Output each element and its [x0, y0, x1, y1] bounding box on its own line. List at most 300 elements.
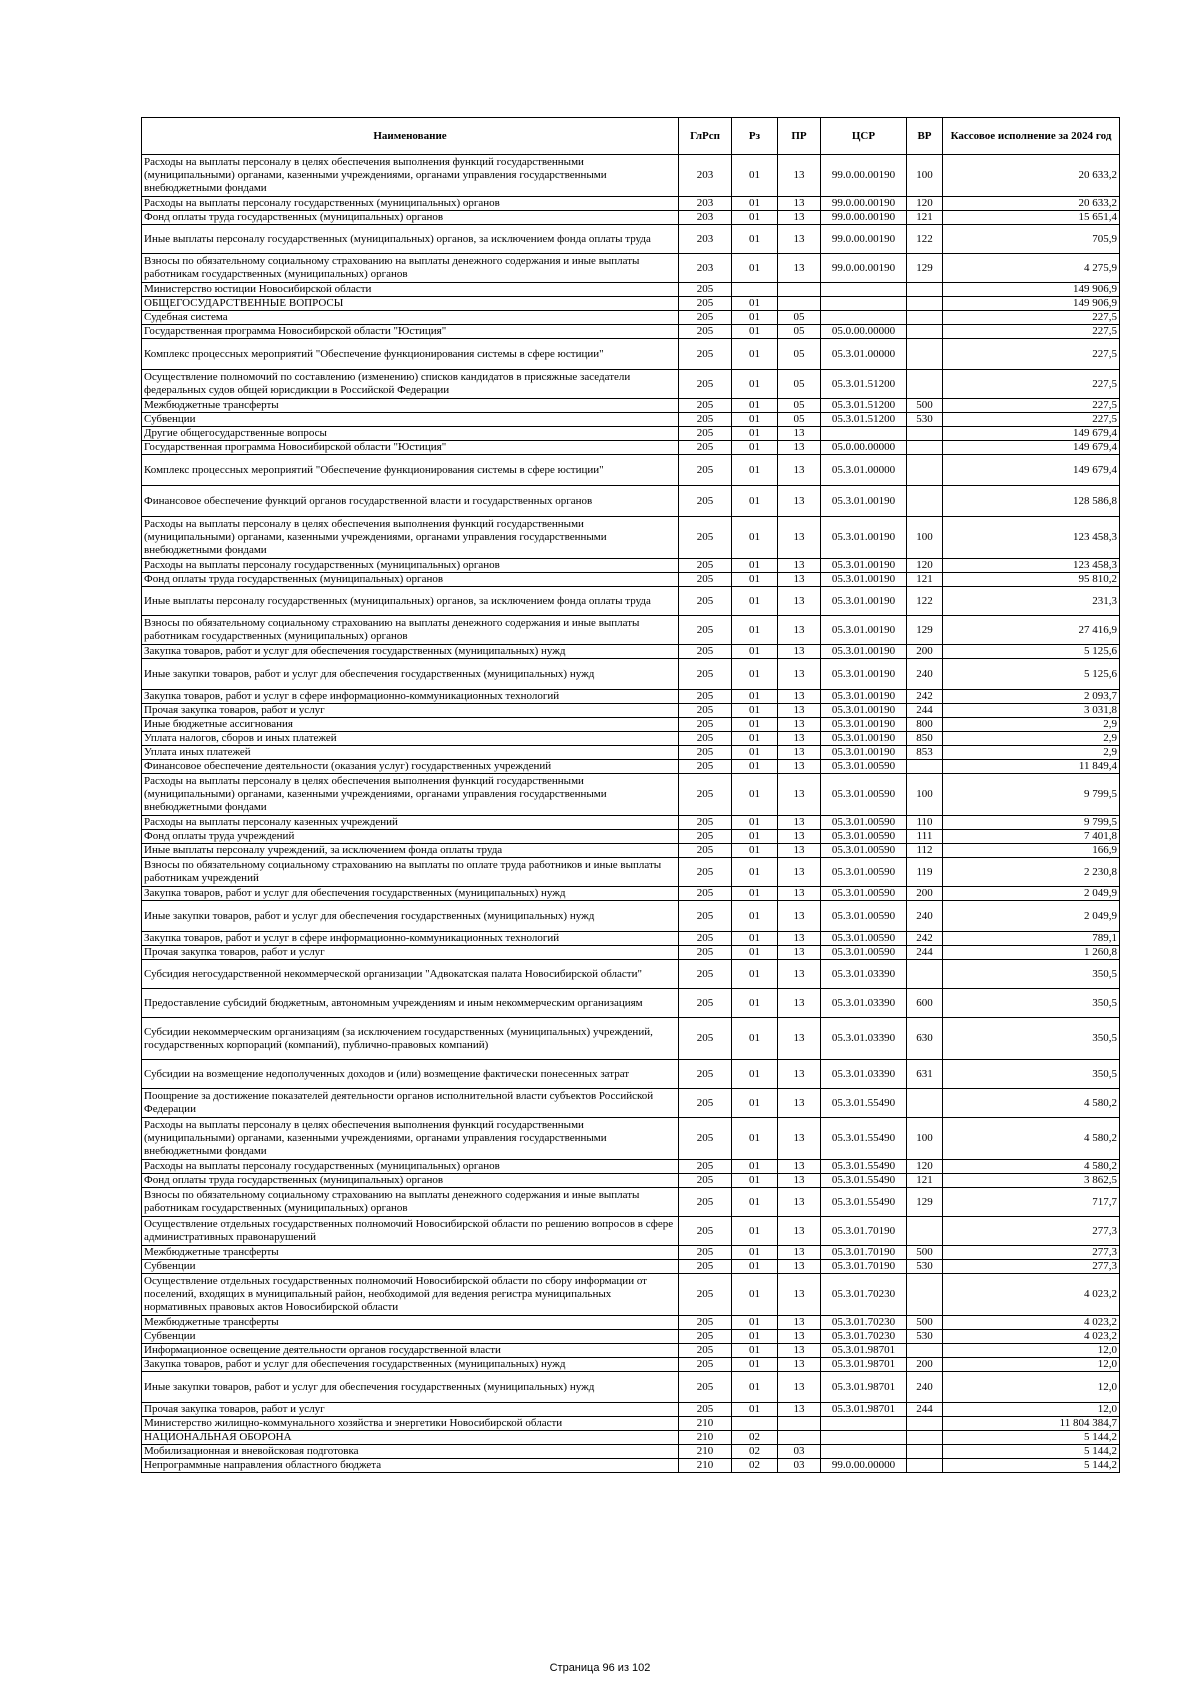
table-row	[142, 455, 1120, 486]
cell-amount: 350,5	[943, 1060, 1120, 1089]
cell-vr: 121	[907, 573, 943, 587]
cell-name: Закупка товаров, работ и услуг для обеспечения государственных (муниципальных) нужд	[142, 1358, 679, 1372]
cell-pr	[778, 297, 821, 311]
cell-pr: 13	[778, 932, 821, 946]
cell-amount: 149 679,4	[943, 441, 1120, 455]
cell-amount: 277,3	[943, 1246, 1120, 1260]
cell-glrsp: 205	[679, 427, 732, 441]
cell-amount: 5 144,2	[943, 1445, 1120, 1459]
cell-glrsp: 205	[679, 399, 732, 413]
cell-name: Расходы на выплаты персоналу в целях обеспечения выполнения функций государственными (муниципальными) органами, казенными учреждениями, органами управления государственными внебюджетными фондами	[142, 1118, 679, 1160]
cell-name: Финансовое обеспечение функций органов государственной власти и государственных органов	[142, 486, 679, 517]
header-pr: ПР	[778, 118, 821, 155]
cell-pr: 05	[778, 413, 821, 427]
table-row	[142, 746, 1120, 760]
cell-name: Межбюджетные трансферты	[142, 1246, 679, 1260]
table-row	[142, 816, 1120, 830]
cell-vr: 121	[907, 1174, 943, 1188]
cell-vr: 110	[907, 816, 943, 830]
cell-pr: 03	[778, 1445, 821, 1459]
cell-pr: 13	[778, 901, 821, 932]
cell-rz: 01	[732, 587, 778, 616]
cell-amount: 2 049,9	[943, 887, 1120, 901]
cell-amount: 12,0	[943, 1403, 1120, 1417]
cell-name: Министерство жилищно-коммунального хозяйства и энергетики Новосибирской области	[142, 1417, 679, 1431]
cell-csr: 05.3.01.00590	[821, 844, 907, 858]
cell-csr: 05.3.01.98701	[821, 1358, 907, 1372]
cell-glrsp: 205	[679, 830, 732, 844]
table-row	[142, 718, 1120, 732]
cell-csr: 05.3.01.70230	[821, 1274, 907, 1316]
cell-amount: 1 260,8	[943, 946, 1120, 960]
cell-rz: 01	[732, 774, 778, 816]
table-row	[142, 760, 1120, 774]
cell-csr: 99.0.00.00190	[821, 254, 907, 283]
cell-glrsp: 203	[679, 155, 732, 197]
cell-csr	[821, 1431, 907, 1445]
cell-amount: 128 586,8	[943, 486, 1120, 517]
cell-pr: 13	[778, 559, 821, 573]
cell-name: Закупка товаров, работ и услуг для обеспечения государственных (муниципальных) нужд	[142, 645, 679, 659]
cell-vr: 800	[907, 718, 943, 732]
cell-amount: 9 799,5	[943, 774, 1120, 816]
table-row	[142, 427, 1120, 441]
cell-vr	[907, 370, 943, 399]
cell-glrsp: 205	[679, 455, 732, 486]
cell-rz: 01	[732, 1246, 778, 1260]
cell-amount: 12,0	[943, 1344, 1120, 1358]
cell-glrsp: 205	[679, 1344, 732, 1358]
cell-glrsp: 205	[679, 1089, 732, 1118]
cell-pr: 13	[778, 1246, 821, 1260]
cell-rz: 01	[732, 1060, 778, 1089]
cell-rz: 01	[732, 732, 778, 746]
cell-amount: 4 580,2	[943, 1160, 1120, 1174]
table-row	[142, 1118, 1120, 1160]
cell-pr: 13	[778, 1330, 821, 1344]
cell-name: Поощрение за достижение показателей деятельности органов исполнительной власти субъектов Российской Федерации	[142, 1089, 679, 1118]
cell-glrsp: 205	[679, 774, 732, 816]
cell-amount: 350,5	[943, 1018, 1120, 1060]
cell-glrsp: 205	[679, 616, 732, 645]
cell-rz: 01	[732, 211, 778, 225]
cell-name: Осуществление полномочий по составлению (изменению) списков кандидатов в присяжные заседатели федеральных судов общей юрисдикции в Российской Федерации	[142, 370, 679, 399]
cell-csr: 05.3.01.55490	[821, 1118, 907, 1160]
cell-pr: 13	[778, 1188, 821, 1217]
cell-rz: 01	[732, 989, 778, 1018]
cell-rz: 01	[732, 441, 778, 455]
cell-vr	[907, 486, 943, 517]
cell-rz: 01	[732, 399, 778, 413]
cell-name: Осуществление отдельных государственных полномочий Новосибирской области по решению вопросов в сфере административных правонарушений	[142, 1217, 679, 1246]
cell-glrsp: 205	[679, 844, 732, 858]
cell-amount: 2,9	[943, 732, 1120, 746]
cell-name: Прочая закупка товаров, работ и услуг	[142, 704, 679, 718]
table-row	[142, 616, 1120, 645]
table-row	[142, 989, 1120, 1018]
cell-csr: 05.3.01.00590	[821, 858, 907, 887]
cell-name: Субвенции	[142, 1260, 679, 1274]
cell-csr: 05.3.01.51200	[821, 370, 907, 399]
cell-amount: 350,5	[943, 989, 1120, 1018]
cell-vr: 200	[907, 645, 943, 659]
cell-name: Комплекс процессных мероприятий "Обеспечение функционирования системы в сфере юстиции"	[142, 455, 679, 486]
cell-csr: 05.3.01.55490	[821, 1174, 907, 1188]
cell-rz: 01	[732, 645, 778, 659]
cell-rz: 01	[732, 370, 778, 399]
cell-amount: 789,1	[943, 932, 1120, 946]
cell-csr: 05.3.01.70190	[821, 1217, 907, 1246]
cell-csr: 05.3.01.51200	[821, 399, 907, 413]
cell-vr: 121	[907, 211, 943, 225]
cell-rz: 01	[732, 960, 778, 989]
cell-pr: 13	[778, 1089, 821, 1118]
cell-name: Министерство юстиции Новосибирской области	[142, 283, 679, 297]
table-row	[142, 1018, 1120, 1060]
table-row	[142, 932, 1120, 946]
cell-name: Расходы на выплаты персоналу государственных (муниципальных) органов	[142, 197, 679, 211]
cell-amount: 277,3	[943, 1260, 1120, 1274]
cell-vr: 500	[907, 399, 943, 413]
cell-amount: 11 804 384,7	[943, 1417, 1120, 1431]
cell-rz: 01	[732, 1372, 778, 1403]
cell-pr	[778, 1417, 821, 1431]
cell-rz: 01	[732, 427, 778, 441]
cell-pr: 13	[778, 844, 821, 858]
cell-glrsp: 203	[679, 197, 732, 211]
cell-glrsp: 205	[679, 1174, 732, 1188]
cell-name: Субсидия негосударственной некоммерческой организации "Адвокатская палата Новосибирской области"	[142, 960, 679, 989]
cell-pr: 13	[778, 659, 821, 690]
table-row	[142, 587, 1120, 616]
cell-rz: 01	[732, 816, 778, 830]
cell-glrsp: 205	[679, 1372, 732, 1403]
cell-pr: 13	[778, 760, 821, 774]
cell-glrsp: 205	[679, 858, 732, 887]
cell-glrsp: 205	[679, 486, 732, 517]
table-row	[142, 1174, 1120, 1188]
cell-rz: 01	[732, 486, 778, 517]
cell-amount: 5 125,6	[943, 659, 1120, 690]
cell-pr: 13	[778, 1217, 821, 1246]
cell-pr: 05	[778, 311, 821, 325]
cell-rz: 01	[732, 1403, 778, 1417]
cell-glrsp: 205	[679, 1260, 732, 1274]
cell-rz	[732, 1417, 778, 1431]
cell-rz: 01	[732, 932, 778, 946]
cell-pr: 13	[778, 197, 821, 211]
cell-csr: 05.3.01.55490	[821, 1188, 907, 1217]
cell-glrsp: 205	[679, 1160, 732, 1174]
cell-rz: 01	[732, 559, 778, 573]
cell-pr: 13	[778, 225, 821, 254]
cell-pr: 13	[778, 517, 821, 559]
cell-rz: 01	[732, 311, 778, 325]
cell-glrsp: 205	[679, 932, 732, 946]
cell-pr: 13	[778, 427, 821, 441]
cell-name: Взносы по обязательному социальному страхованию на выплаты денежного содержания и иные выплаты работникам государственных (муниципальных) органов	[142, 1188, 679, 1217]
cell-name: НАЦИОНАЛЬНАЯ ОБОРОНА	[142, 1431, 679, 1445]
cell-amount: 2 093,7	[943, 690, 1120, 704]
cell-amount: 227,5	[943, 339, 1120, 370]
cell-csr: 05.3.01.03390	[821, 1018, 907, 1060]
table-row	[142, 1459, 1120, 1473]
cell-pr: 13	[778, 887, 821, 901]
table-row	[142, 645, 1120, 659]
cell-name: Иные закупки товаров, работ и услуг для обеспечения государственных (муниципальных) нужд	[142, 901, 679, 932]
cell-amount: 227,5	[943, 370, 1120, 399]
cell-rz: 01	[732, 413, 778, 427]
cell-amount: 231,3	[943, 587, 1120, 616]
cell-glrsp: 210	[679, 1417, 732, 1431]
cell-rz	[732, 283, 778, 297]
cell-vr: 122	[907, 225, 943, 254]
cell-name: Субвенции	[142, 413, 679, 427]
cell-csr: 05.3.01.98701	[821, 1372, 907, 1403]
cell-vr	[907, 1217, 943, 1246]
cell-pr: 13	[778, 1160, 821, 1174]
cell-rz: 01	[732, 844, 778, 858]
table-row	[142, 413, 1120, 427]
cell-vr: 240	[907, 901, 943, 932]
cell-vr	[907, 455, 943, 486]
cell-pr: 03	[778, 1459, 821, 1473]
table-row	[142, 155, 1120, 197]
cell-amount: 15 651,4	[943, 211, 1120, 225]
cell-csr: 99.0.00.00190	[821, 197, 907, 211]
cell-glrsp: 205	[679, 339, 732, 370]
cell-glrsp: 205	[679, 760, 732, 774]
cell-glrsp: 205	[679, 413, 732, 427]
cell-glrsp: 205	[679, 989, 732, 1018]
cell-glrsp: 205	[679, 816, 732, 830]
header-vr: ВР	[907, 118, 943, 155]
cell-pr: 13	[778, 155, 821, 197]
document-page	[141, 117, 1119, 1473]
cell-vr	[907, 1089, 943, 1118]
cell-csr: 05.3.01.98701	[821, 1344, 907, 1358]
table-row	[142, 1274, 1120, 1316]
cell-amount: 2 230,8	[943, 858, 1120, 887]
cell-amount: 277,3	[943, 1217, 1120, 1246]
cell-vr	[907, 297, 943, 311]
cell-amount: 4 580,2	[943, 1089, 1120, 1118]
cell-vr	[907, 1431, 943, 1445]
header-csr: ЦСР	[821, 118, 907, 155]
cell-amount: 123 458,3	[943, 559, 1120, 573]
cell-glrsp: 205	[679, 1403, 732, 1417]
table-row	[142, 1431, 1120, 1445]
cell-csr	[821, 1417, 907, 1431]
cell-rz: 01	[732, 830, 778, 844]
cell-vr: 200	[907, 1358, 943, 1372]
cell-name: Взносы по обязательному социальному страхованию на выплаты денежного содержания и иные выплаты работникам государственных (муниципальных) органов	[142, 616, 679, 645]
cell-vr	[907, 1274, 943, 1316]
cell-rz: 02	[732, 1431, 778, 1445]
cell-glrsp: 205	[679, 901, 732, 932]
cell-amount: 705,9	[943, 225, 1120, 254]
cell-name: Уплата иных платежей	[142, 746, 679, 760]
cell-rz: 01	[732, 1160, 778, 1174]
cell-name: Судебная система	[142, 311, 679, 325]
cell-vr: 100	[907, 517, 943, 559]
cell-csr: 05.3.01.00190	[821, 718, 907, 732]
cell-glrsp: 205	[679, 370, 732, 399]
cell-csr: 99.0.00.00000	[821, 1459, 907, 1473]
cell-vr: 244	[907, 946, 943, 960]
table-row	[142, 774, 1120, 816]
table-row	[142, 844, 1120, 858]
cell-vr	[907, 311, 943, 325]
page-number: Страница 96 из 102	[549, 1662, 651, 1674]
cell-vr: 120	[907, 1160, 943, 1174]
cell-rz: 01	[732, 155, 778, 197]
cell-name: Субсидии на возмещение недополученных доходов и (или) возмещение фактически понесенных затрат	[142, 1060, 679, 1089]
cell-csr: 05.3.01.03390	[821, 960, 907, 989]
cell-csr: 05.3.01.00190	[821, 690, 907, 704]
cell-amount: 3 862,5	[943, 1174, 1120, 1188]
table-row	[142, 225, 1120, 254]
cell-csr: 05.3.01.00590	[821, 901, 907, 932]
cell-name: Иные выплаты персоналу учреждений, за исключением фонда оплаты труда	[142, 844, 679, 858]
cell-rz: 01	[732, 760, 778, 774]
table-row	[142, 573, 1120, 587]
cell-csr: 99.0.00.00190	[821, 155, 907, 197]
cell-pr: 13	[778, 704, 821, 718]
cell-glrsp: 205	[679, 645, 732, 659]
cell-glrsp: 205	[679, 311, 732, 325]
cell-rz: 01	[732, 1274, 778, 1316]
cell-rz: 02	[732, 1445, 778, 1459]
cell-csr: 05.0.00.00000	[821, 325, 907, 339]
cell-glrsp: 205	[679, 325, 732, 339]
cell-name: Расходы на выплаты персоналу казенных учреждений	[142, 816, 679, 830]
cell-vr: 120	[907, 197, 943, 211]
table-body	[142, 155, 1120, 1473]
cell-rz: 01	[732, 455, 778, 486]
cell-csr: 99.0.00.00190	[821, 211, 907, 225]
cell-rz: 01	[732, 690, 778, 704]
cell-vr: 244	[907, 704, 943, 718]
cell-glrsp: 205	[679, 517, 732, 559]
cell-name: Взносы по обязательному социальному страхованию на выплаты по оплате труда работников и иные выплаты работникам учреждений	[142, 858, 679, 887]
cell-vr: 242	[907, 690, 943, 704]
cell-amount: 95 810,2	[943, 573, 1120, 587]
table-row	[142, 690, 1120, 704]
cell-name: Фонд оплаты труда государственных (муниципальных) органов	[142, 1174, 679, 1188]
cell-name: Уплата налогов, сборов и иных платежей	[142, 732, 679, 746]
cell-pr: 13	[778, 587, 821, 616]
cell-vr: 530	[907, 1330, 943, 1344]
cell-rz: 01	[732, 1316, 778, 1330]
cell-name: Закупка товаров, работ и услуг в сфере информационно-коммуникационных технологий	[142, 690, 679, 704]
cell-vr	[907, 427, 943, 441]
table-row	[142, 1217, 1120, 1246]
cell-csr: 05.3.01.00590	[821, 774, 907, 816]
cell-pr	[778, 283, 821, 297]
cell-name: Иные бюджетные ассигнования	[142, 718, 679, 732]
cell-pr: 13	[778, 718, 821, 732]
cell-name: Предоставление субсидий бюджетным, автономным учреждениям и иным некоммерческим организациям	[142, 989, 679, 1018]
table-row	[142, 887, 1120, 901]
cell-glrsp: 205	[679, 283, 732, 297]
cell-amount: 227,5	[943, 311, 1120, 325]
cell-vr: 500	[907, 1246, 943, 1260]
cell-rz: 01	[732, 746, 778, 760]
cell-vr	[907, 1459, 943, 1473]
cell-amount: 4 580,2	[943, 1118, 1120, 1160]
cell-pr: 13	[778, 441, 821, 455]
cell-csr: 05.3.01.00590	[821, 760, 907, 774]
cell-vr: 630	[907, 1018, 943, 1060]
cell-amount: 20 633,2	[943, 155, 1120, 197]
cell-rz: 01	[732, 297, 778, 311]
cell-glrsp: 205	[679, 1018, 732, 1060]
table-row	[142, 1188, 1120, 1217]
cell-glrsp: 205	[679, 297, 732, 311]
cell-amount: 3 031,8	[943, 704, 1120, 718]
table-row	[142, 1417, 1120, 1431]
cell-rz: 01	[732, 901, 778, 932]
cell-vr: 240	[907, 1372, 943, 1403]
table-row	[142, 901, 1120, 932]
cell-glrsp: 205	[679, 559, 732, 573]
cell-csr: 05.3.01.00190	[821, 616, 907, 645]
cell-csr: 05.3.01.70230	[821, 1316, 907, 1330]
cell-glrsp: 203	[679, 211, 732, 225]
cell-vr: 631	[907, 1060, 943, 1089]
cell-glrsp: 205	[679, 1330, 732, 1344]
cell-amount: 9 799,5	[943, 816, 1120, 830]
table-header-row	[142, 118, 1120, 155]
cell-amount: 2 049,9	[943, 901, 1120, 932]
table-row	[142, 311, 1120, 325]
header-glrsp: ГлРсп	[679, 118, 732, 155]
cell-vr	[907, 1445, 943, 1459]
cell-name: Расходы на выплаты персоналу в целях обеспечения выполнения функций государственными (муниципальными) органами, казенными учреждениями, органами управления государственными внебюджетными фондами	[142, 517, 679, 559]
cell-csr: 05.3.01.70230	[821, 1330, 907, 1344]
cell-vr: 129	[907, 1188, 943, 1217]
cell-csr	[821, 311, 907, 325]
cell-vr	[907, 283, 943, 297]
cell-amount: 4 275,9	[943, 254, 1120, 283]
cell-pr: 13	[778, 1018, 821, 1060]
cell-name: Государственная программа Новосибирской области "Юстиция"	[142, 325, 679, 339]
table-row	[142, 1089, 1120, 1118]
cell-csr: 05.3.01.00190	[821, 559, 907, 573]
cell-rz: 01	[732, 704, 778, 718]
cell-name: Комплекс процессных мероприятий "Обеспечение функционирования системы в сфере юстиции"	[142, 339, 679, 370]
table-row	[142, 1330, 1120, 1344]
cell-name: Закупка товаров, работ и услуг в сфере информационно-коммуникационных технологий	[142, 932, 679, 946]
cell-amount: 717,7	[943, 1188, 1120, 1217]
cell-pr: 13	[778, 830, 821, 844]
cell-glrsp: 205	[679, 887, 732, 901]
cell-pr: 13	[778, 486, 821, 517]
table-row	[142, 517, 1120, 559]
cell-name: Закупка товаров, работ и услуг для обеспечения государственных (муниципальных) нужд	[142, 887, 679, 901]
cell-csr: 05.3.01.00190	[821, 746, 907, 760]
cell-name: Иные выплаты персоналу государственных (муниципальных) органов, за исключением фонда оплаты труда	[142, 587, 679, 616]
cell-amount: 5 125,6	[943, 645, 1120, 659]
cell-name: Субсидии некоммерческим организациям (за исключением государственных (муниципальных) учреждений, государственных корпораций (компаний), публично-правовых компаний)	[142, 1018, 679, 1060]
cell-amount: 123 458,3	[943, 517, 1120, 559]
cell-name: ОБЩЕГОСУДАРСТВЕННЫЕ ВОПРОСЫ	[142, 297, 679, 311]
cell-vr: 530	[907, 1260, 943, 1274]
cell-amount: 227,5	[943, 325, 1120, 339]
header-rz: Рз	[732, 118, 778, 155]
cell-vr: 100	[907, 155, 943, 197]
